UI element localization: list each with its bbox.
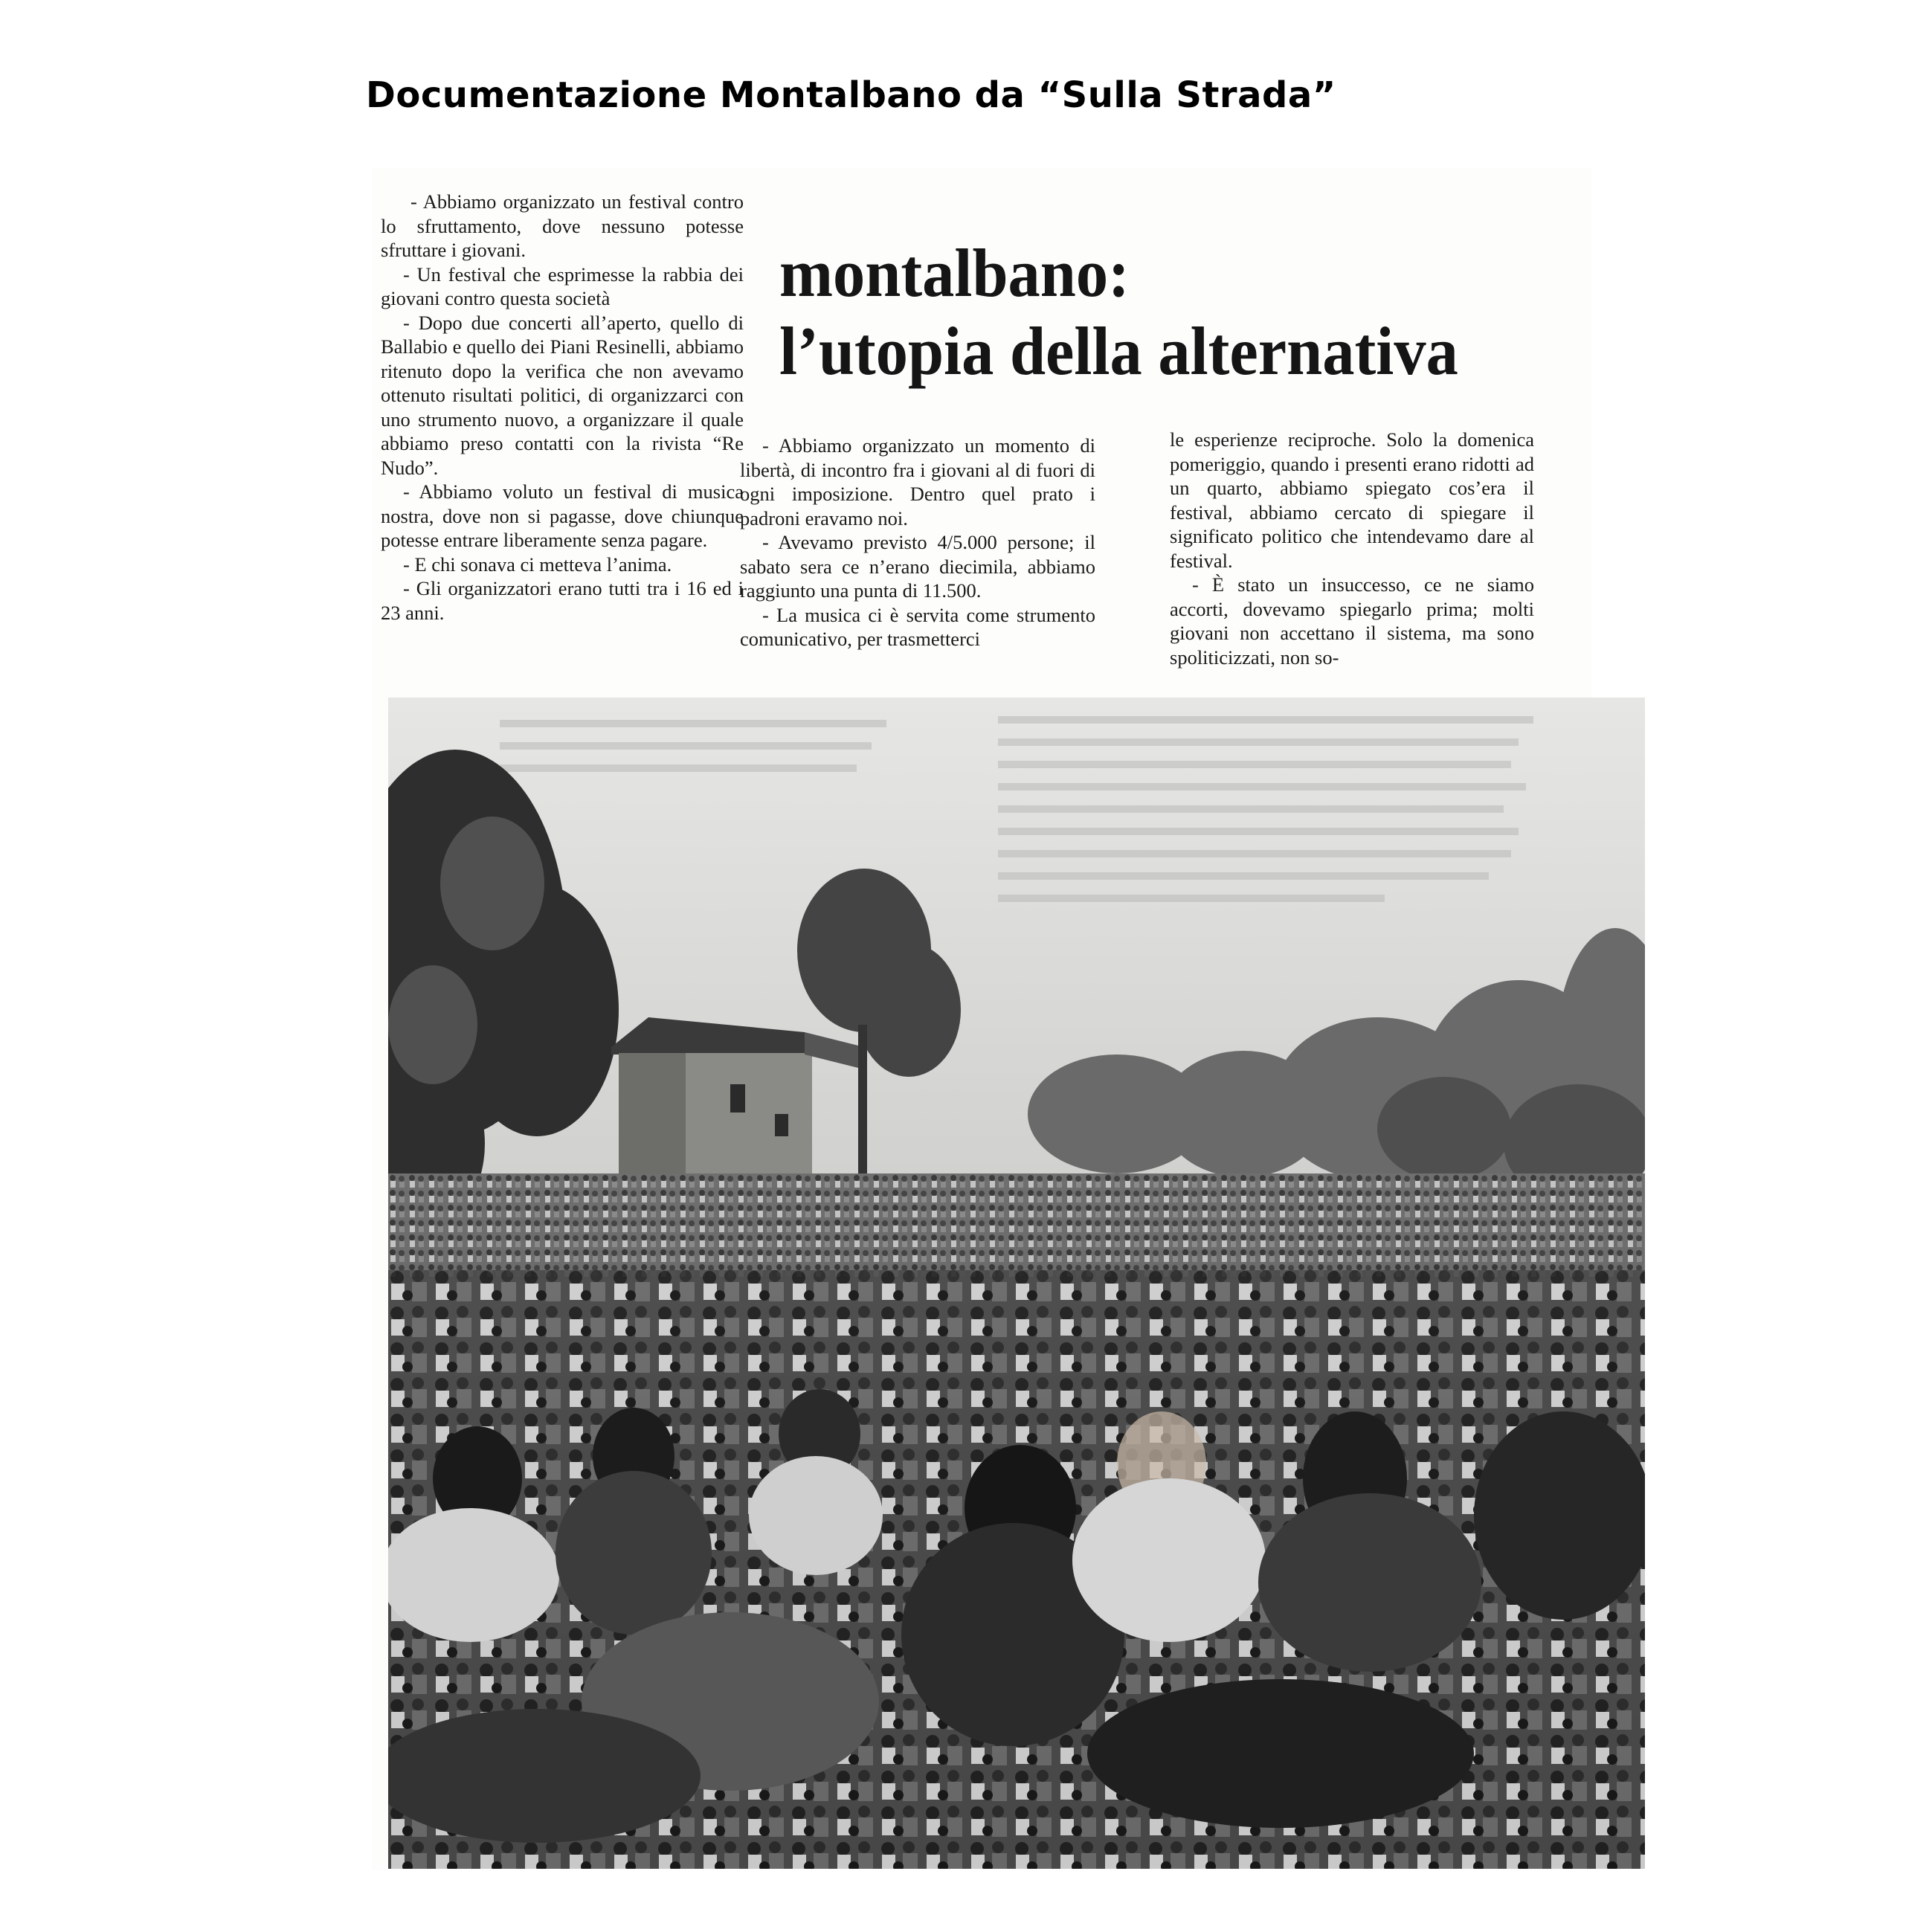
crowd-photo bbox=[388, 698, 1645, 1869]
paragraph: - Abbiamo voluto un festival di musica nostra, dove non si pagasse, dove chiunque potesse entrare liberamente senza pagare. bbox=[381, 480, 744, 551]
paragraph: - Avevamo previsto 4/5.000 persone; il sabato sera ce n’erano diecimila, abbiamo raggiunto una punta di 11.500. bbox=[740, 531, 1095, 602]
paragraph: - Gli organizzatori erano tutti tra i 16 ed i 23 anni. bbox=[381, 577, 744, 624]
article-column-2 bbox=[740, 434, 1095, 651]
paragraph: - Dopo due concerti all’aperto, quello di Ballabio e quello dei Piani Resinelli, abbiamo ritenuto dopo la verifica che non avevamo ottenuto risultati politici, di organizzarci con uno strumento nuovo, a organizzare il quale abbiamo preso contatti con la rivista “Re Nudo”. bbox=[381, 311, 744, 479]
article-column-1 bbox=[381, 190, 744, 625]
article-headline bbox=[779, 234, 1458, 390]
paragraph: le esperienze reciproche. Solo la domenica pomeriggio, quando i presenti erano ridotti ad un quarto, abbiamo spiegato cos’era il festival, abbiamo cercato di spiegare il significato politico che intendevamo dare al festival. bbox=[1170, 428, 1534, 572]
paragraph: - Un festival che esprimesse la rabbia dei giovani contro questa società bbox=[381, 263, 744, 309]
magazine-page-scan bbox=[372, 167, 1591, 1870]
paragraph: - Abbiamo organizzato un momento di libertà, di incontro fra i giovani al di fuori di ogni imposizione. Dentro quel prato i padroni eravamo noi. bbox=[740, 434, 1095, 529]
headline-line-1: montalbano: bbox=[779, 235, 1130, 311]
headline-line-2: l’utopia della alternativa bbox=[779, 313, 1458, 389]
paragraph: - È stato un insuccesso, ce ne siamo accorti, dovevamo spiegarlo prima; molti giovani non accettano il sistema, ma sono spoliticizzati, non so- bbox=[1170, 573, 1534, 669]
paragraph: - E chi sonava ci metteva l’anima. bbox=[403, 553, 672, 576]
article-column-3 bbox=[1170, 428, 1534, 669]
paragraph: - Abbiamo organizzato un festival contro lo sfruttamento, dove nessuno potesse sfruttare i giovani. bbox=[381, 190, 744, 261]
page-title: Documentazione Montalbano da “Sulla Strada” bbox=[366, 74, 1336, 116]
crowd-photo-illustration bbox=[388, 698, 1645, 1869]
paragraph: - La musica ci è servita come strumento comunicativo, per trasmetterci bbox=[740, 603, 1095, 650]
